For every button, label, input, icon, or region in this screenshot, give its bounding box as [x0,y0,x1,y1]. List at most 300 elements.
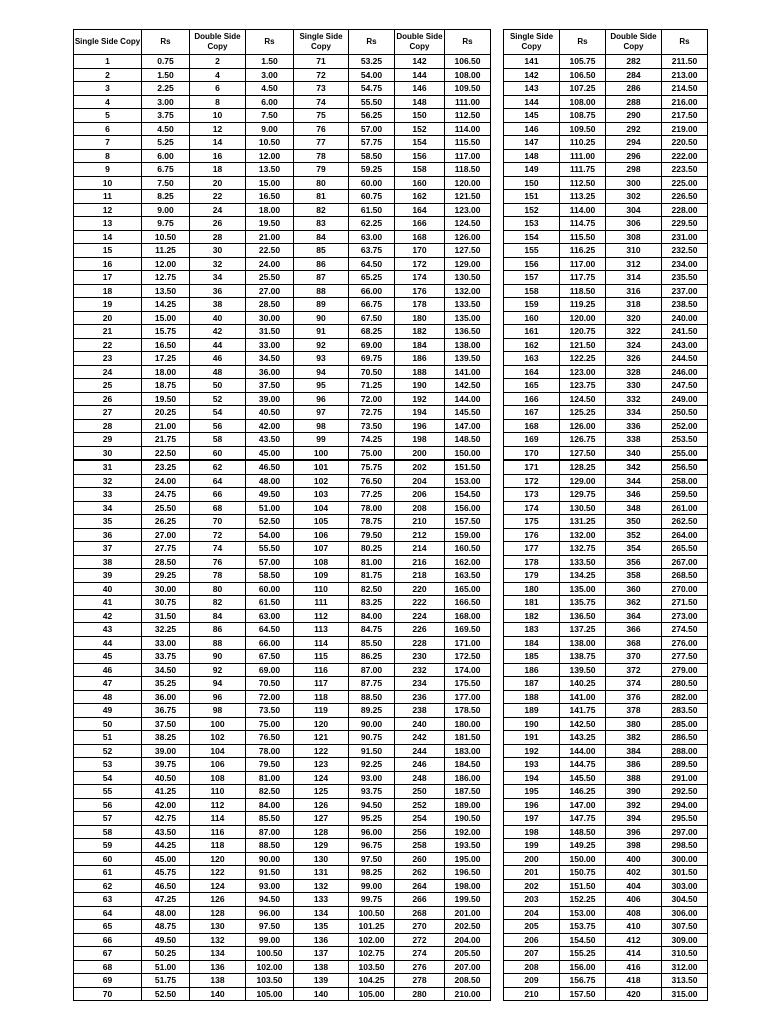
single-side-copy-cell: 207 [504,947,560,961]
double-side-price-cell: 60.00 [246,582,294,596]
double-side-copy-cell: 232 [395,663,445,677]
double-side-copy-cell: 258 [395,839,445,853]
single-side-copy-cell: 109 [294,569,349,583]
double-side-price-cell: 304.50 [662,893,708,907]
double-side-copy-cell: 68 [190,501,246,515]
double-side-price-cell: 189.00 [445,798,491,812]
double-side-price-cell: 262.50 [662,515,708,529]
single-side-copy-cell: 198 [504,825,560,839]
single-side-copy-cell: 163 [504,352,560,366]
table-row [294,136,491,150]
double-side-copy-cell: 296 [606,149,662,163]
table-row [294,474,491,488]
single-side-copy-cell: 110 [294,582,349,596]
table-row [504,190,708,204]
single-side-copy-cell: 179 [504,569,560,583]
table-row [294,82,491,96]
double-side-copy-cell: 278 [395,974,445,988]
double-side-price-cell: 162.00 [445,555,491,569]
double-side-copy-cell: 188 [395,365,445,379]
double-side-copy-cell: 244 [395,744,445,758]
double-side-copy-cell: 54 [190,406,246,420]
double-side-price-cell: 106.50 [445,55,491,69]
double-side-price-cell: 240.00 [662,311,708,325]
double-side-copy-cell: 362 [606,596,662,610]
table-header-row [74,30,294,55]
double-side-copy-cell: 26 [190,217,246,231]
single-side-copy-cell: 116 [294,663,349,677]
double-side-price-cell: 67.50 [246,650,294,664]
single-side-price-cell: 120.00 [560,311,606,325]
table-row [294,920,491,934]
single-side-copy-cell: 208 [504,960,560,974]
double-side-price-cell: 97.50 [246,920,294,934]
single-side-copy-cell: 77 [294,136,349,150]
single-side-price-cell: 5.25 [142,136,190,150]
single-side-price-cell: 78.75 [349,515,395,529]
single-side-price-cell: 153.75 [560,920,606,934]
table-row [294,419,491,433]
single-side-copy-cell: 133 [294,893,349,907]
double-side-price-cell: 183.00 [445,744,491,758]
single-side-price-cell: 71.25 [349,379,395,393]
double-side-price-cell: 48.00 [246,474,294,488]
single-side-copy-cell: 71 [294,55,349,69]
table-row [504,704,708,718]
double-side-copy-cell: 260 [395,852,445,866]
table-row [74,338,294,352]
single-side-price-cell: 58.50 [349,149,395,163]
table-row [504,596,708,610]
table-row [74,284,294,298]
double-side-copy-cell: 230 [395,650,445,664]
double-side-copy-cell: 16 [190,149,246,163]
table-row [504,677,708,691]
single-side-copy-cell: 37 [74,542,142,556]
double-side-copy-cell: 184 [395,338,445,352]
double-side-copy-cell: 8 [190,95,246,109]
table-row [504,893,708,907]
double-side-price-cell: 58.50 [246,569,294,583]
single-side-price-cell: 45.75 [142,866,190,880]
table-row [504,271,708,285]
double-side-copy-cell: 298 [606,163,662,177]
double-side-copy-header: Double Side Copy [395,30,445,55]
single-side-price-cell: 98.25 [349,866,395,880]
double-side-copy-cell: 372 [606,663,662,677]
single-side-copy-cell: 191 [504,731,560,745]
single-side-copy-cell: 22 [74,338,142,352]
double-side-price-cell: 133.50 [445,298,491,312]
single-side-price-cell: 120.75 [560,325,606,339]
single-side-copy-cell: 140 [294,987,349,1001]
double-side-price-cell: 256.50 [662,460,708,474]
table-row [294,257,491,271]
double-side-price-cell: 199.50 [445,893,491,907]
table-row [74,257,294,271]
double-side-price-cell: 253.50 [662,433,708,447]
double-side-price-cell: 12.00 [246,149,294,163]
table-row [504,68,708,82]
single-side-price-cell: 69.00 [349,338,395,352]
double-side-copy-cell: 186 [395,352,445,366]
single-side-price-cell: 9.75 [142,217,190,231]
single-side-price-cell: 57.75 [349,136,395,150]
single-side-price-cell: 93.75 [349,785,395,799]
single-side-copy-cell: 73 [294,82,349,96]
single-side-price-cell: 147.00 [560,798,606,812]
double-side-price-cell: 81.00 [246,771,294,785]
double-side-copy-cell: 286 [606,82,662,96]
double-side-price-cell: 109.50 [445,82,491,96]
single-side-price-cell: 127.50 [560,446,606,460]
single-side-price-cell: 42.00 [142,798,190,812]
double-side-copy-cell: 242 [395,731,445,745]
table-row [504,325,708,339]
single-side-copy-cell: 64 [74,906,142,920]
double-side-copy-cell: 70 [190,515,246,529]
single-side-copy-cell: 21 [74,325,142,339]
double-side-copy-cell: 150 [395,109,445,123]
double-side-price-cell: 186.00 [445,771,491,785]
double-side-copy-cell: 302 [606,190,662,204]
single-side-copy-cell: 125 [294,785,349,799]
double-side-price-cell: 64.50 [246,623,294,637]
double-side-copy-cell: 382 [606,731,662,745]
single-side-price-cell: 73.50 [349,419,395,433]
single-side-copy-cell: 129 [294,839,349,853]
double-side-price-cell: 82.50 [246,785,294,799]
double-side-copy-cell: 178 [395,298,445,312]
single-side-copy-cell: 117 [294,677,349,691]
table-row [294,636,491,650]
double-side-price-cell: 259.50 [662,488,708,502]
single-side-copy-cell: 8 [74,149,142,163]
double-side-copy-cell: 388 [606,771,662,785]
double-side-copy-cell: 44 [190,338,246,352]
single-side-copy-cell: 106 [294,528,349,542]
double-side-copy-cell: 52 [190,392,246,406]
double-side-copy-cell: 198 [395,433,445,447]
single-side-price-cell: 157.50 [560,987,606,1001]
single-side-price-cell: 36.00 [142,690,190,704]
double-side-copy-cell: 104 [190,744,246,758]
double-side-price-cell: 114.00 [445,122,491,136]
price-table-1 [73,29,294,1001]
single-side-copy-cell: 128 [294,825,349,839]
single-side-price-cell: 135.75 [560,596,606,610]
single-side-price-cell: 33.00 [142,636,190,650]
double-side-price-cell: 94.50 [246,893,294,907]
double-side-price-cell: 243.00 [662,338,708,352]
price-table-2 [293,29,491,1001]
table-row [294,55,491,69]
double-side-price-cell: 18.00 [246,203,294,217]
double-side-price-cell: 276.00 [662,636,708,650]
double-side-copy-cell: 20 [190,176,246,190]
table-row [294,582,491,596]
double-side-copy-cell: 208 [395,501,445,515]
double-side-copy-cell: 384 [606,744,662,758]
double-side-price-cell: 291.00 [662,771,708,785]
double-side-copy-cell: 310 [606,244,662,258]
single-side-copy-cell: 121 [294,731,349,745]
double-side-price-cell: 72.00 [246,690,294,704]
double-side-copy-cell: 304 [606,203,662,217]
double-side-price-cell: 168.00 [445,609,491,623]
double-side-copy-cell: 116 [190,825,246,839]
double-side-price-cell: 235.50 [662,271,708,285]
double-side-price-cell: 49.50 [246,488,294,502]
double-side-copy-cell: 98 [190,704,246,718]
single-side-copy-cell: 189 [504,704,560,718]
single-side-price-cell: 27.75 [142,542,190,556]
single-side-copy-cell: 200 [504,852,560,866]
double-side-price-cell: 105.00 [246,987,294,1001]
single-side-copy-cell: 152 [504,203,560,217]
table-row [74,596,294,610]
table-row [74,771,294,785]
single-side-price-cell: 47.25 [142,893,190,907]
single-side-copy-cell: 107 [294,542,349,556]
single-side-price-cell: 138.00 [560,636,606,650]
table-row [504,623,708,637]
double-side-price-cell: 142.50 [445,379,491,393]
table-row [74,933,294,947]
double-side-price-cell: 247.50 [662,379,708,393]
double-side-rs-header: Rs [445,30,491,55]
double-side-price-cell: 102.00 [246,960,294,974]
double-side-price-cell: 187.50 [445,785,491,799]
table-row [504,717,708,731]
single-side-copy-cell: 108 [294,555,349,569]
single-side-copy-cell: 45 [74,650,142,664]
double-side-price-cell: 145.50 [445,406,491,420]
single-side-price-cell: 6.75 [142,163,190,177]
single-side-price-cell: 112.50 [560,176,606,190]
double-side-price-cell: 42.00 [246,419,294,433]
table-row [294,596,491,610]
table-row [74,839,294,853]
double-side-price-cell: 285.00 [662,717,708,731]
table-row [74,82,294,96]
table-row [74,663,294,677]
single-side-price-cell: 72.75 [349,406,395,420]
double-side-price-cell: 312.00 [662,960,708,974]
double-side-copy-cell: 360 [606,582,662,596]
single-side-price-cell: 123.00 [560,365,606,379]
table-row [74,987,294,1001]
double-side-price-cell: 313.50 [662,974,708,988]
single-side-price-cell: 129.00 [560,474,606,488]
double-side-price-cell: 115.50 [445,136,491,150]
single-side-price-cell: 90.75 [349,731,395,745]
table-row [504,582,708,596]
double-side-price-cell: 132.00 [445,284,491,298]
single-side-price-cell: 104.25 [349,974,395,988]
double-side-copy-cell: 254 [395,812,445,826]
double-side-price-cell: 45.00 [246,446,294,460]
table-row [74,812,294,826]
double-side-copy-cell: 196 [395,419,445,433]
table-row [504,55,708,69]
table-row [74,920,294,934]
double-side-copy-cell: 92 [190,663,246,677]
double-side-copy-cell: 132 [190,933,246,947]
double-side-copy-cell: 410 [606,920,662,934]
single-side-price-cell: 34.50 [142,663,190,677]
single-side-copy-cell: 58 [74,825,142,839]
table-row [74,149,294,163]
single-side-copy-cell: 204 [504,906,560,920]
single-side-price-cell: 126.00 [560,419,606,433]
single-side-price-cell: 102.75 [349,947,395,961]
double-side-copy-cell: 340 [606,446,662,460]
single-side-copy-cell: 92 [294,338,349,352]
double-side-copy-cell: 354 [606,542,662,556]
single-side-price-cell: 86.25 [349,650,395,664]
double-side-copy-cell: 356 [606,555,662,569]
single-side-price-cell: 90.00 [349,717,395,731]
table-row [294,95,491,109]
double-side-copy-cell: 214 [395,542,445,556]
table-row [504,406,708,420]
single-side-price-cell: 72.00 [349,392,395,406]
single-side-price-cell: 99.00 [349,879,395,893]
double-side-copy-cell: 146 [395,82,445,96]
single-side-copy-cell: 39 [74,569,142,583]
double-side-copy-cell: 378 [606,704,662,718]
single-side-price-cell: 13.50 [142,284,190,298]
double-side-price-cell: 283.50 [662,704,708,718]
double-side-price-cell: 193.50 [445,839,491,853]
single-side-copy-cell: 157 [504,271,560,285]
table-row [504,758,708,772]
single-side-copy-cell: 53 [74,758,142,772]
double-side-copy-cell: 306 [606,217,662,231]
double-side-copy-cell: 226 [395,623,445,637]
double-side-copy-cell: 118 [190,839,246,853]
single-side-copy-cell: 88 [294,284,349,298]
double-side-price-cell: 127.50 [445,244,491,258]
single-side-price-cell: 83.25 [349,596,395,610]
double-side-copy-cell: 328 [606,365,662,379]
double-side-copy-cell: 338 [606,433,662,447]
single-side-copy-cell: 7 [74,136,142,150]
table-row [504,365,708,379]
double-side-price-cell: 87.00 [246,825,294,839]
single-side-price-cell: 119.25 [560,298,606,312]
double-side-copy-cell: 292 [606,122,662,136]
table-row [74,650,294,664]
double-side-price-cell: 84.00 [246,798,294,812]
double-side-price-cell: 169.50 [445,623,491,637]
single-side-price-cell: 133.50 [560,555,606,569]
single-side-copy-cell: 115 [294,650,349,664]
single-side-price-cell: 93.00 [349,771,395,785]
double-side-copy-cell: 352 [606,528,662,542]
single-side-rs-header: Rs [560,30,606,55]
single-side-copy-cell: 59 [74,839,142,853]
table-row [504,203,708,217]
double-side-copy-cell: 418 [606,974,662,988]
single-side-copy-cell: 210 [504,987,560,1001]
single-side-copy-cell: 130 [294,852,349,866]
double-side-price-cell: 201.00 [445,906,491,920]
single-side-price-cell: 123.75 [560,379,606,393]
double-side-copy-cell: 108 [190,771,246,785]
single-side-copy-cell: 103 [294,488,349,502]
single-side-price-cell: 141.75 [560,704,606,718]
single-side-copy-cell: 38 [74,555,142,569]
double-side-copy-cell: 12 [190,122,246,136]
table-row [294,825,491,839]
double-side-copy-cell: 322 [606,325,662,339]
table-row [294,203,491,217]
single-side-price-cell: 29.25 [142,569,190,583]
single-side-price-cell: 66.00 [349,284,395,298]
single-side-copy-cell: 205 [504,920,560,934]
single-side-copy-cell: 114 [294,636,349,650]
double-side-copy-cell: 404 [606,879,662,893]
table-row [504,433,708,447]
double-side-copy-cell: 336 [606,419,662,433]
single-side-copy-cell: 5 [74,109,142,123]
single-side-copy-cell: 18 [74,284,142,298]
double-side-price-cell: 261.00 [662,501,708,515]
single-side-copy-cell: 93 [294,352,349,366]
single-side-price-cell: 138.75 [560,650,606,664]
double-side-copy-cell: 72 [190,528,246,542]
double-side-copy-cell: 374 [606,677,662,691]
double-side-copy-cell: 332 [606,392,662,406]
single-side-copy-cell: 14 [74,230,142,244]
single-side-copy-cell: 82 [294,203,349,217]
single-side-copy-cell: 90 [294,311,349,325]
double-side-copy-cell: 38 [190,298,246,312]
single-side-copy-cell: 94 [294,365,349,379]
table-row [294,987,491,1001]
single-side-price-cell: 44.25 [142,839,190,853]
double-side-price-cell: 22.50 [246,244,294,258]
single-side-copy-cell: 49 [74,704,142,718]
single-side-copy-cell: 12 [74,203,142,217]
double-side-price-cell: 204.00 [445,933,491,947]
single-side-price-cell: 1.50 [142,68,190,82]
single-side-copy-cell: 43 [74,623,142,637]
single-side-copy-cell: 187 [504,677,560,691]
table-row [294,717,491,731]
double-side-copy-cell: 192 [395,392,445,406]
single-side-price-cell: 80.25 [349,542,395,556]
table-row [74,866,294,880]
table-row [294,812,491,826]
table-row [504,947,708,961]
single-side-copy-cell: 183 [504,623,560,637]
double-side-copy-cell: 6 [190,82,246,96]
single-side-copy-cell: 137 [294,947,349,961]
single-side-copy-cell: 162 [504,338,560,352]
double-side-price-cell: 196.50 [445,866,491,880]
double-side-price-cell: 34.50 [246,352,294,366]
single-side-price-cell: 94.50 [349,798,395,812]
double-side-price-cell: 268.50 [662,569,708,583]
single-side-price-cell: 30.75 [142,596,190,610]
double-side-price-cell: 252.00 [662,419,708,433]
double-side-price-cell: 144.00 [445,392,491,406]
single-side-copy-cell: 190 [504,717,560,731]
double-side-price-cell: 123.00 [445,203,491,217]
